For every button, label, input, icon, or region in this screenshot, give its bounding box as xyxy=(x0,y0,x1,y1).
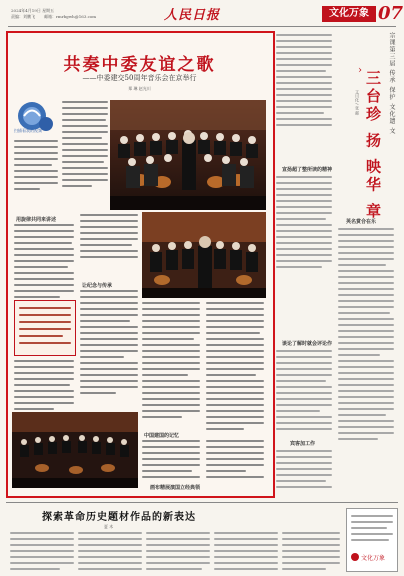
qr-badge[interactable] xyxy=(14,101,60,135)
bottom-body xyxy=(10,532,340,574)
right-text-col-2 xyxy=(276,176,334,336)
date-line: 2024年4月19日 星期五 xyxy=(11,8,55,13)
chevron-decoration-icon: › xyxy=(358,65,362,76)
feature-subtitle: ——中委建交50周年音乐会在京举行 xyxy=(82,74,197,82)
subhead-3: 中国建国的记忆 xyxy=(144,433,180,439)
subhead-7: 宾客加工作 xyxy=(290,441,316,447)
feature-byline: 郑 琳 赵光川 xyxy=(128,86,151,91)
body-column-3b xyxy=(142,440,266,488)
side-headline: 三台珍 扬 映华 章 xyxy=(364,70,382,221)
qr-badge-label: 扫描看我的视频 xyxy=(14,128,42,133)
right-text-col-2c xyxy=(276,450,334,500)
subhead-5: 英名赏合在乐 xyxy=(346,219,377,225)
conductor-photo xyxy=(142,212,266,298)
body-column-2 xyxy=(80,214,140,274)
side-author: 文川化 / 张 邮 xyxy=(355,90,360,116)
masthead-rule xyxy=(8,26,396,27)
right-text-col-2b xyxy=(276,350,334,440)
side-theme-line: 宗课第三届 传承 保护 文化遗 文 xyxy=(388,32,395,135)
bottom-article-title: 探索革命历史题材作品的新表达 xyxy=(42,512,196,523)
side-headline-block xyxy=(336,30,398,226)
orchestra-photo xyxy=(110,100,266,210)
pull-quote-box xyxy=(14,300,76,356)
email-line: 邮箱：rmrbgwh@163.com xyxy=(44,14,97,19)
newspaper-logo: 人民日报 xyxy=(164,8,221,23)
bottom-ad-box xyxy=(346,508,398,572)
feature-title: 共奏中委友谊之歌 xyxy=(63,55,216,75)
subhead-1: 用旋律共同来讲述 xyxy=(16,217,57,223)
brand-stamp-icon xyxy=(351,553,359,561)
bottom-rule xyxy=(6,502,398,503)
performance-photo xyxy=(12,412,138,488)
right-text-col-3 xyxy=(338,228,396,448)
subhead-6: 谈论了解时就会评论作 xyxy=(282,341,333,347)
section-label: 文化万象 xyxy=(322,6,376,22)
editor-line: 责编：刘鹏飞 xyxy=(11,14,35,19)
subhead-2: 让纪念与传承 xyxy=(82,283,113,289)
intro-text-block xyxy=(62,101,110,213)
subhead-8: 画布精展演国立经典领 xyxy=(150,485,201,491)
body-column-1b xyxy=(14,360,76,420)
subhead-4: 宣扬超了整所读的精神 xyxy=(282,167,333,173)
body-column-2b xyxy=(80,290,140,410)
footer-brand: 文化万象 xyxy=(361,555,386,562)
page-number: 07 xyxy=(378,3,404,24)
bottom-article-author: 夏 木 xyxy=(104,524,114,529)
intro-text-block-left xyxy=(14,140,60,200)
